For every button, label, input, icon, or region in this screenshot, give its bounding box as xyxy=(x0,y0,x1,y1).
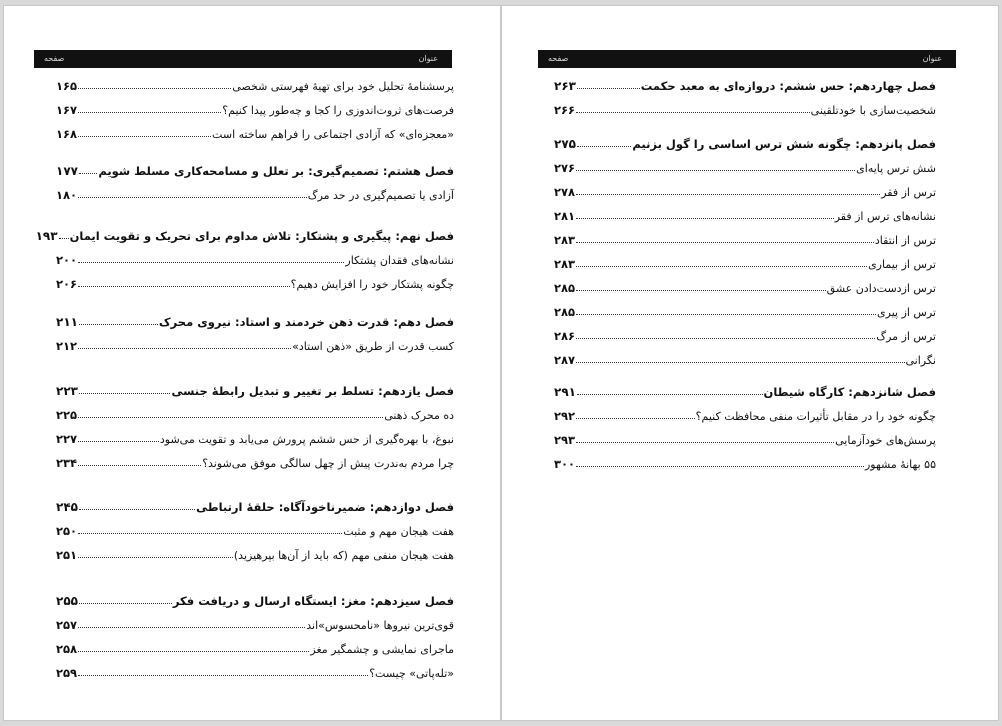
toc-page-number: ۲۸۷ xyxy=(554,353,576,367)
dot-leader xyxy=(576,290,826,291)
dot-leader xyxy=(576,314,876,315)
toc-entry-title: نشانه‌های ترس از فقر xyxy=(834,210,936,223)
toc-entry-title: فصل یازدهم: تسلط بر تغییر و تبدیل رابطهٔ جنسی xyxy=(171,384,454,398)
toc-page-number: ۲۵۰ xyxy=(56,524,78,538)
toc-page-number: ۱۹۳ xyxy=(35,229,58,243)
toc-entry xyxy=(56,517,454,539)
toc-entry xyxy=(554,274,936,296)
dot-leader xyxy=(576,194,880,195)
toc-page-number: ۲۲۷ xyxy=(56,432,78,446)
toc-page-number: ۲۰۰ xyxy=(56,253,78,267)
toc-entry xyxy=(554,202,936,224)
toc-page-number: ۲۶۶ xyxy=(554,103,576,117)
toc-entry-title: نشانه‌های فقدان پشتکار xyxy=(345,254,454,267)
toc-entry-title: فصل نهم: پیگیری و پشتکار: تلاش مداوم برای تحریک و تقویت ایمان xyxy=(69,229,454,243)
toc-chapter-entry xyxy=(554,130,936,152)
toc-entry-title: ترس از پیری xyxy=(877,306,936,319)
dot-leader xyxy=(576,338,875,339)
dot-leader xyxy=(79,603,172,604)
toc-page-number: ۲۷۶ xyxy=(554,161,576,175)
dot-leader xyxy=(577,88,640,89)
toc-entry-title: ده محرک ذهنی xyxy=(384,409,454,422)
dot-leader xyxy=(576,170,855,171)
toc-page-number: ۲۵۱ xyxy=(56,548,78,562)
dot-leader xyxy=(576,442,834,443)
toc-entry xyxy=(56,659,454,681)
toc-entry-title: هفت هیجان منفی مهم (که باید از آن‌ها بپرهیزید) xyxy=(233,549,454,562)
toc-entry xyxy=(56,332,454,354)
toc-entry xyxy=(56,635,454,657)
toc-page-number: ۲۹۲ xyxy=(554,409,576,423)
toc-page-number: ۱۷۷ xyxy=(56,164,78,178)
toc-entry-title: شخصیت‌سازی با خودتلقینی xyxy=(810,104,936,117)
dot-leader xyxy=(576,218,834,219)
toc-entry-title: ترس از بیماری xyxy=(868,258,936,271)
toc-entry-title: قوی‌ترین نیروها «نامحسوس»‌اند xyxy=(306,619,454,632)
toc-entry-title: «معجزه‌ای» که آزادی اجتماعی را فراهم ساخته است xyxy=(212,128,454,141)
toc-entry-title: پرسش‌های خودآزمایی xyxy=(835,434,936,447)
toc-entry-title: شش ترس پایه‌ای xyxy=(856,162,936,175)
dot-leader xyxy=(78,417,383,418)
toc-chapter-entry xyxy=(56,377,454,399)
toc-entry xyxy=(554,402,936,424)
toc-page-number: ۲۸۶ xyxy=(554,329,576,343)
dot-leader xyxy=(78,441,159,442)
dot-leader xyxy=(79,173,97,174)
toc-chapter-entry xyxy=(554,72,936,94)
right-page xyxy=(502,6,998,720)
dot-leader xyxy=(78,262,344,263)
dot-leader xyxy=(576,362,904,363)
toc-chapter-entry xyxy=(56,587,454,609)
dot-leader xyxy=(78,557,233,558)
toc-entry-title: فرصت‌های ثروت‌اندوزی را کجا و چه‌طور پیدا کنیم؟ xyxy=(222,104,454,117)
toc-page-number: ۲۸۳ xyxy=(554,233,576,247)
header-page-label: صفحه xyxy=(44,54,65,63)
toc-page-number: ۲۹۱ xyxy=(554,385,576,399)
toc-page-number: ۲۸۵ xyxy=(554,281,576,295)
toc-entry xyxy=(554,322,936,344)
toc-page-number: ۲۶۳ xyxy=(554,79,576,93)
header-title-label: عنوان xyxy=(922,54,942,63)
toc-entry xyxy=(56,181,454,203)
toc-entry-title: پرسشنامهٔ تحلیل خود برای تهیهٔ فهرستی شخصی xyxy=(232,80,454,93)
toc-page-number: ۳۰۰ xyxy=(554,457,576,471)
toc-entry-title: چگونه خود را در مقابل تأثیرات منفی محافظت کنیم؟ xyxy=(695,410,936,423)
toc-entry xyxy=(554,450,936,472)
toc-entry xyxy=(56,270,454,292)
column-header-bar xyxy=(34,50,452,68)
toc-entry xyxy=(56,120,454,142)
toc-chapter-entry xyxy=(56,157,454,179)
toc-chapter-entry xyxy=(554,378,936,400)
toc-page-number: ۲۱۱ xyxy=(56,315,78,329)
dot-leader xyxy=(78,197,307,198)
dot-leader xyxy=(79,509,195,510)
toc-entry xyxy=(554,346,936,368)
dot-leader xyxy=(79,393,170,394)
dot-leader xyxy=(78,627,305,628)
dot-leader xyxy=(59,238,69,239)
toc-page-number: ۲۸۱ xyxy=(554,209,576,223)
toc-entry xyxy=(554,96,936,118)
column-header-bar xyxy=(538,50,956,68)
toc-page-number: ۱۶۵ xyxy=(56,79,78,93)
dot-leader xyxy=(78,533,342,534)
toc-entry-title: چرا مردم به‌ندرت پیش از چهل سالگی موفق می‌شوند؟ xyxy=(202,457,454,470)
toc-page-number: ۲۵۷ xyxy=(56,618,78,632)
dot-leader xyxy=(78,286,290,287)
toc-entry-title: ۵۵ بهانهٔ مشهور xyxy=(864,458,936,471)
dot-leader xyxy=(78,651,309,652)
toc-entry xyxy=(554,426,936,448)
dot-leader xyxy=(576,112,810,113)
dot-leader xyxy=(576,418,695,419)
toc-page-number: ۲۲۵ xyxy=(56,408,78,422)
toc-entry-title: ترس از فقر xyxy=(881,186,936,199)
header-title-label: عنوان xyxy=(418,54,438,63)
toc-page-number: ۲۸۵ xyxy=(554,305,576,319)
toc-entry xyxy=(56,611,454,633)
toc-entry-title: ترس ازدست‌دادن عشق xyxy=(826,282,936,295)
toc-entry xyxy=(56,541,454,563)
toc-page-number: ۲۰۶ xyxy=(56,277,78,291)
toc-entry-title: فصل پانزدهم: چگونه شش ترس اساسی را گول بزنیم xyxy=(632,137,936,151)
toc-entry xyxy=(554,298,936,320)
toc-entry-title: «تله‌پاتی» چیست؟ xyxy=(369,667,454,680)
toc-entry-title: فصل هشتم: تصمیم‌گیری: بر تعلل و مسامحه‌کاری مسلط شویم xyxy=(98,164,454,178)
toc-page-number: ۲۲۳ xyxy=(56,384,78,398)
toc-page-number: ۱۶۸ xyxy=(56,127,78,141)
dot-leader xyxy=(78,348,291,349)
toc-page-number: ۲۷۸ xyxy=(554,185,576,199)
toc-entry xyxy=(56,401,454,423)
toc-page-number: ۱۸۰ xyxy=(56,188,78,202)
toc-entry-title: فصل چهاردهم: حس ششم: دروازه‌ای به معبد حکمت xyxy=(640,79,936,93)
toc-entry-title: آزادی یا تصمیم‌گیری در حد مرگ xyxy=(307,189,454,202)
toc-page-number: ۲۳۴ xyxy=(56,456,78,470)
toc-page-number: ۲۴۵ xyxy=(56,500,78,514)
toc-entry-title: فصل شانزدهم: کارگاه شیطان xyxy=(763,385,936,399)
dot-leader xyxy=(78,112,221,113)
toc-entry xyxy=(56,72,454,94)
toc-chapter-entry xyxy=(56,493,454,515)
dot-leader xyxy=(576,466,864,467)
toc-entry xyxy=(554,250,936,272)
dot-leader xyxy=(78,136,211,137)
toc-entry-title: ترس از انتقاد xyxy=(874,234,936,247)
toc-entry xyxy=(56,425,454,447)
toc-page-number: ۲۹۳ xyxy=(554,433,576,447)
toc-entry xyxy=(554,154,936,176)
dot-leader xyxy=(78,675,368,676)
toc-entry xyxy=(554,226,936,248)
toc-page-number: ۲۵۹ xyxy=(56,666,78,680)
toc-entry xyxy=(554,178,936,200)
header-page-label: صفحه xyxy=(548,54,569,63)
toc-entry xyxy=(56,96,454,118)
toc-entry-title: نگرانی xyxy=(905,354,936,367)
toc-page-number: ۲۸۳ xyxy=(554,257,576,271)
left-page xyxy=(4,6,500,720)
toc-page-number: ۲۵۸ xyxy=(56,642,78,656)
toc-page-number: ۲۱۲ xyxy=(56,339,78,353)
toc-chapter-entry xyxy=(35,222,454,244)
toc-entry-title: کسب قدرت از طریق «ذهن استاد» xyxy=(292,340,454,353)
toc-entry-title: نبوغ، با بهره‌گیری از حس ششم پرورش می‌یابد و تقویت می‌شود xyxy=(159,433,454,446)
dot-leader xyxy=(576,242,874,243)
dot-leader xyxy=(576,266,867,267)
toc-entry-title: فصل دهم: قدرت ذهن خردمند و استاد: نیروی محرک xyxy=(158,315,454,329)
toc-page-number: ۲۵۵ xyxy=(56,594,78,608)
dot-leader xyxy=(78,88,231,89)
toc-entry xyxy=(56,246,454,268)
toc-page-number: ۲۷۵ xyxy=(554,137,576,151)
toc-entry-title: ترس از مرگ xyxy=(876,330,936,343)
toc-entry-title: فصل دوازدهم: ضمیرناخودآگاه: حلقهٔ ارتباطی xyxy=(196,500,454,514)
toc-entry-title: چگونه پشتکار خود را افزایش دهیم؟ xyxy=(290,278,454,291)
dot-leader xyxy=(577,146,631,147)
dot-leader xyxy=(79,324,158,325)
dot-leader xyxy=(577,394,763,395)
toc-entry-title: ماجرای نمایشی و چشمگیر مغز xyxy=(310,643,454,656)
toc-page-number: ۱۶۷ xyxy=(56,103,78,117)
toc-chapter-entry xyxy=(56,308,454,330)
toc-entry-title: فصل سیزدهم: مغز: ایستگاه ارسال و دریافت فکر xyxy=(172,594,454,608)
toc-entry xyxy=(56,449,454,471)
toc-entry-title: هفت هیجان مهم و مثبت xyxy=(343,525,454,538)
dot-leader xyxy=(78,465,201,466)
